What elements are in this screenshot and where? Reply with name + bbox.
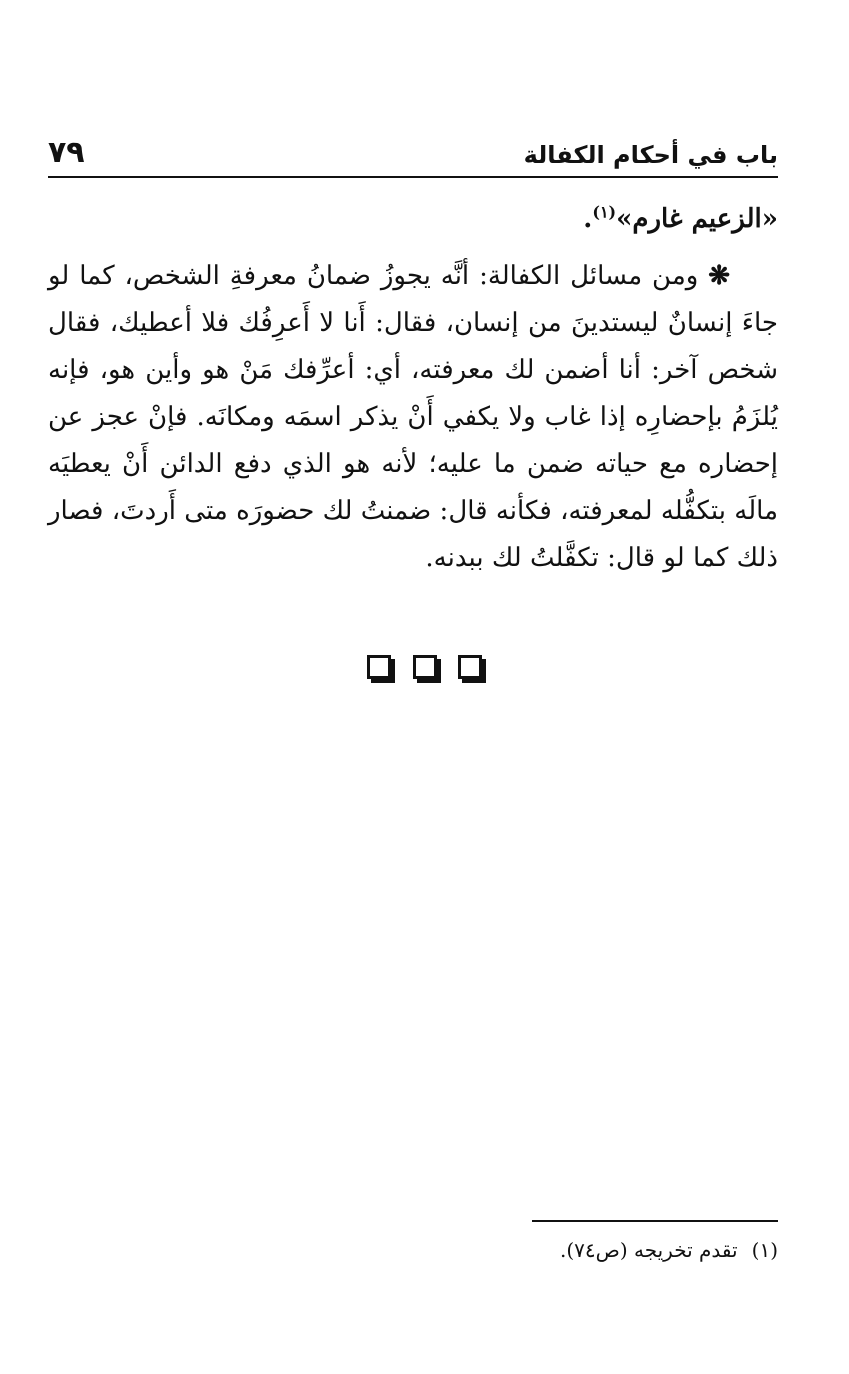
paragraph-intro: ومن مسائل الكفالة: bbox=[479, 261, 699, 291]
paragraph-star-icon: ❋ bbox=[708, 261, 731, 291]
running-header bbox=[48, 132, 778, 178]
footnote-text: تقدم تخريجه (ص٧٤). bbox=[559, 1238, 738, 1262]
main-text bbox=[48, 196, 778, 582]
footnote-item bbox=[380, 1236, 778, 1264]
hadith-quote: «الزعيم غارم» bbox=[616, 204, 778, 234]
page-number: ٧٩ bbox=[48, 135, 85, 170]
footnote-reference: (١) bbox=[592, 202, 617, 222]
footnote-marker: (١) bbox=[751, 1238, 778, 1262]
sentence-end: . bbox=[583, 204, 593, 234]
ornament-box-icon bbox=[367, 655, 391, 679]
section-end-ornament bbox=[0, 652, 849, 687]
ornament-box-icon bbox=[413, 655, 437, 679]
body-paragraph bbox=[48, 253, 778, 582]
footnote-separator bbox=[532, 1220, 778, 1222]
hadith-quote-line bbox=[48, 196, 778, 243]
ornament-box-icon bbox=[458, 655, 482, 679]
paragraph-text: أنَّه يجوزُ ضمانُ معرفةِ الشخص، كما لو جاءَ إنسانٌ ليستدينَ من إنسان، فقال: أَنا لا أَعرِفُك فلا أعطيك، فقال شخص آخر: أنا أضمن لك معرفته، أي: أعرِّفك مَنْ هو وأين هو، فإنه يُلزَمُ بإحضارِه إذا غاب ولا يكفي أَنْ يذكر اسمَه ومكانَه. فإنْ عجز عن إحضاره مع حياته ضمن ما عليه؛ لأنه هو الذي دفع الدائن أَنْ يعطيَه مالَه بتكفُّله لمعرفته، فكأنه قال: ضمنتُ لك حضورَه متى أَردتَ، فصار ذلك كما لو قال: تكفَّلتُ لك ببدنه. bbox=[48, 261, 778, 573]
footnotes bbox=[380, 1236, 778, 1264]
chapter-title: باب في أحكام الكفالة bbox=[523, 141, 778, 169]
